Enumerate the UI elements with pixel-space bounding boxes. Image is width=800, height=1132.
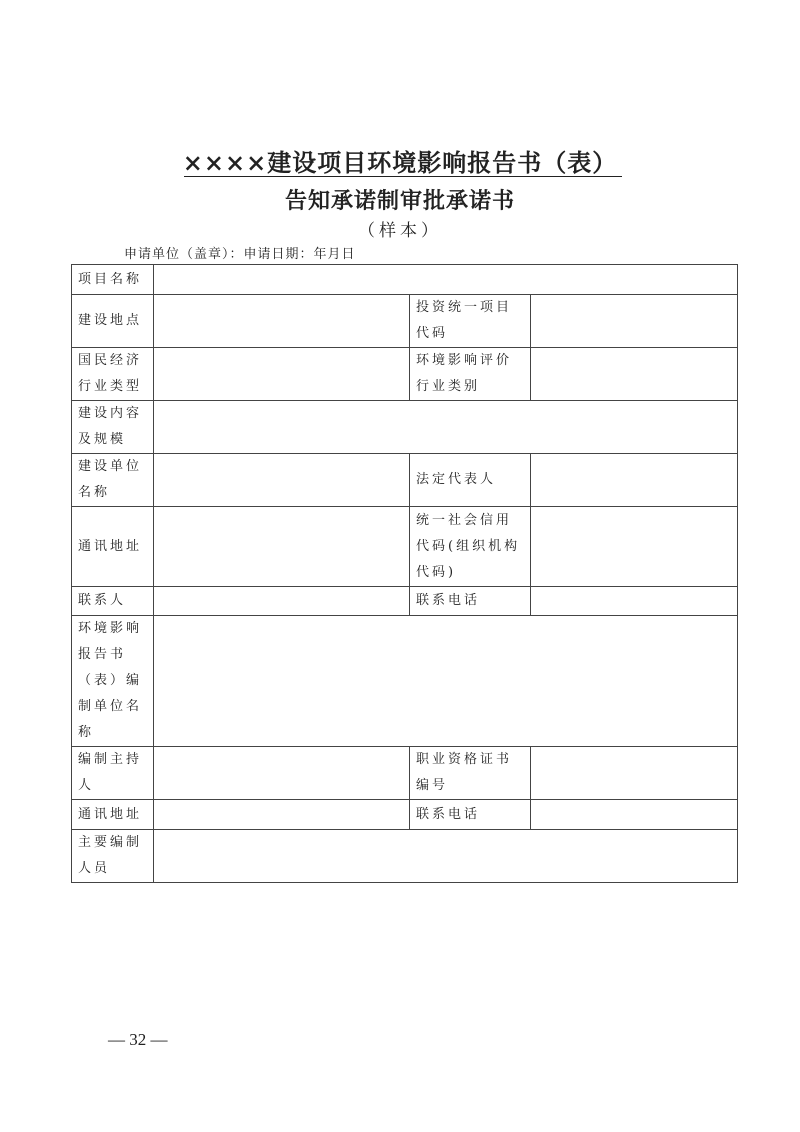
phone-label: 联系电话: [410, 587, 531, 616]
address-label: 通讯地址: [72, 507, 154, 587]
phone-field[interactable]: [531, 587, 738, 616]
row-host: [72, 747, 738, 800]
row-builder: [72, 454, 738, 507]
builder-name-field[interactable]: [154, 454, 410, 507]
legal-rep-label: 法定代表人: [410, 454, 531, 507]
main-staff-field[interactable]: [154, 830, 738, 883]
industry-type-field[interactable]: [154, 348, 410, 401]
document-title: ××××建设项目环境影响报告书（表）: [182, 148, 618, 177]
row-content-scale: [72, 401, 738, 454]
title-underline: [184, 176, 622, 177]
phone2-field[interactable]: [531, 800, 738, 830]
address-field[interactable]: [154, 507, 410, 587]
row-address2: [72, 800, 738, 830]
cert-no-label: 职业资格证书编号: [410, 747, 531, 800]
eia-org-name-label: 环境影响报告书（表）编制单位名称: [72, 616, 154, 747]
page-number: — 32 —: [108, 1030, 168, 1049]
location-label: 建设地点: [72, 295, 154, 348]
eia-category-field[interactable]: [531, 348, 738, 401]
invest-code-label: 投资统一项目代码: [410, 295, 531, 348]
location-field[interactable]: [154, 295, 410, 348]
row-main-staff: [72, 830, 738, 883]
credit-code-label: 统一社会信用代码(组织机构代码): [410, 507, 531, 587]
document-subtitle: 告知承诺制审批承诺书: [284, 188, 515, 214]
phone2-label: 联系电话: [410, 800, 531, 830]
row-address: [72, 507, 738, 587]
main-staff-label: 主要编制人员: [72, 830, 154, 883]
content-scale-label: 建设内容及规模: [72, 401, 154, 454]
sample-label: （样本）: [358, 221, 442, 241]
host-label: 编制主持人: [72, 747, 154, 800]
project-name-field[interactable]: [154, 265, 738, 295]
address2-field[interactable]: [154, 800, 410, 830]
row-location: [72, 295, 738, 348]
eia-org-name-field[interactable]: [154, 616, 738, 747]
address2-label: 通讯地址: [72, 800, 154, 830]
applicant-line: 申请单位（盖章）：申请日期：年月日: [124, 247, 356, 262]
contact-field[interactable]: [154, 587, 410, 616]
row-eia-org: [72, 616, 738, 747]
host-field[interactable]: [154, 747, 410, 800]
industry-type-label: 国民经济行业类型: [72, 348, 154, 401]
legal-rep-field[interactable]: [531, 454, 738, 507]
row-contact: [72, 587, 738, 616]
eia-category-label: 环境影响评价行业类别: [410, 348, 531, 401]
contact-label: 联系人: [72, 587, 154, 616]
row-project-name: [72, 265, 738, 295]
content-scale-field[interactable]: [154, 401, 738, 454]
commitment-form-table: [71, 264, 738, 883]
credit-code-field[interactable]: [531, 507, 738, 587]
project-name-label: 项目名称: [72, 265, 154, 295]
invest-code-field[interactable]: [531, 295, 738, 348]
cert-no-field[interactable]: [531, 747, 738, 800]
builder-name-label: 建设单位名称: [72, 454, 154, 507]
row-industry: [72, 348, 738, 401]
